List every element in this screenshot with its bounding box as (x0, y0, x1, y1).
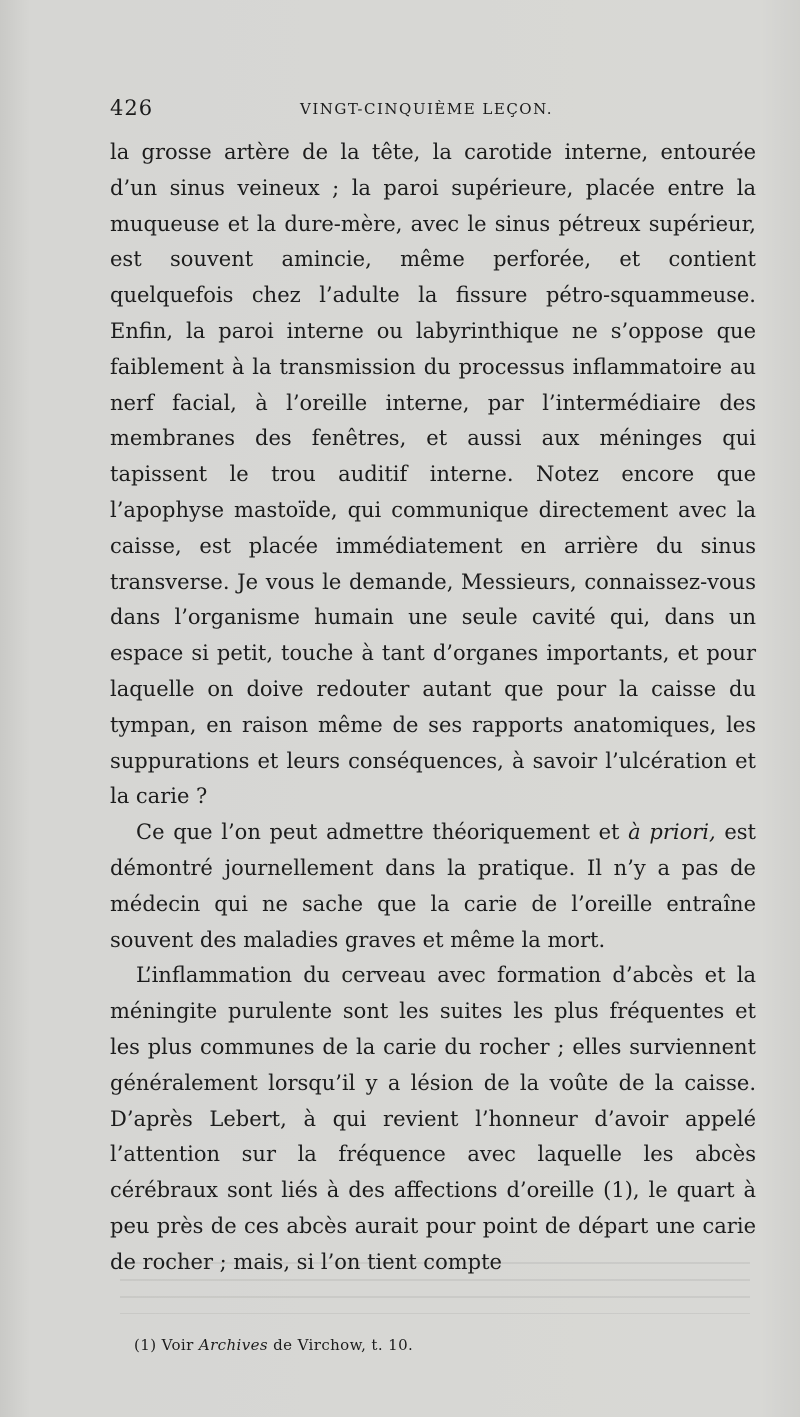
paragraph-3 (110, 958, 756, 1280)
paragraph-2-text-start: Ce que l’on peut admettre théoriquement et (136, 820, 629, 845)
paragraph-2-italic: à priori, (628, 820, 716, 845)
footnote (134, 1336, 413, 1354)
paragraph-2-text-end: est démontré journellement dans la pratique. Il n’y a pas de médecin qui ne sache que la carie de l’oreille entraîne souvent des maladies graves et même la mort. (110, 820, 756, 952)
footnote-marker: (1) Voir (134, 1336, 199, 1354)
paragraph-3-text: L’inflammation du cerveau avec formation d’abcès et la méningite purulente sont les suites les plus fréquentes et les plus communes de la carie du rocher ; elles surviennent généralement lorsqu’il y a lésion de la voûte de la caisse. D’après Lebert, à qui revient l’honneur d’avoir appelé l’attention sur la fréquence avec laquelle les abcès cérébraux sont liés à des affections d’oreille (1), le quart à peu près de ces abcès aurait pour point de départ une carie de rocher ; mais, si l’on tient compte (110, 963, 756, 1274)
paragraph-1 (110, 135, 756, 815)
show-through-shadow (120, 1262, 750, 1314)
footnote-italic: Archives (198, 1336, 268, 1354)
running-title: VINGT-CINQUIÈME LEÇON. (300, 100, 554, 118)
page-header (110, 96, 756, 126)
paragraph-1-text: la grosse artère de la tête, la carotide interne, entourée d’un sinus veineux ; la paroi supérieure, placée entre la muqueuse et la dure-mère, avec le sinus pétreux supérieur, est souvent amincie, même perforée, et contient quelquefois chez l’adulte la fissure pétro-squammeuse. Enfin, la paroi interne ou labyrinthique ne s’oppose que faiblement à la transmission du processus inflammatoire au nerf facial, à l’oreille interne, par l’intermédiaire des membranes des fenêtres, et aussi aux méninges qui tapissent le trou auditif interne. Notez encore que l’apophyse mastoïde, qui communique directement avec la caisse, est placée immédiatement en arrière du sinus transverse. Je vous le demande, Messieurs, connaissez-vous dans l’organisme humain une seule cavité qui, dans un espace si petit, touche à tant d’organes importants, et pour laquelle on doive redouter autant que pour la caisse du tympan, en raison même de ses rapports anatomiques, les suppurations et leurs conséquences, à savoir l’ulcération et la carie ? (110, 140, 756, 809)
page-number: 426 (110, 96, 154, 120)
footnote-rest: de Virchow, t. 10. (267, 1336, 414, 1354)
paragraph-2 (110, 815, 756, 958)
body-text (110, 135, 756, 1281)
